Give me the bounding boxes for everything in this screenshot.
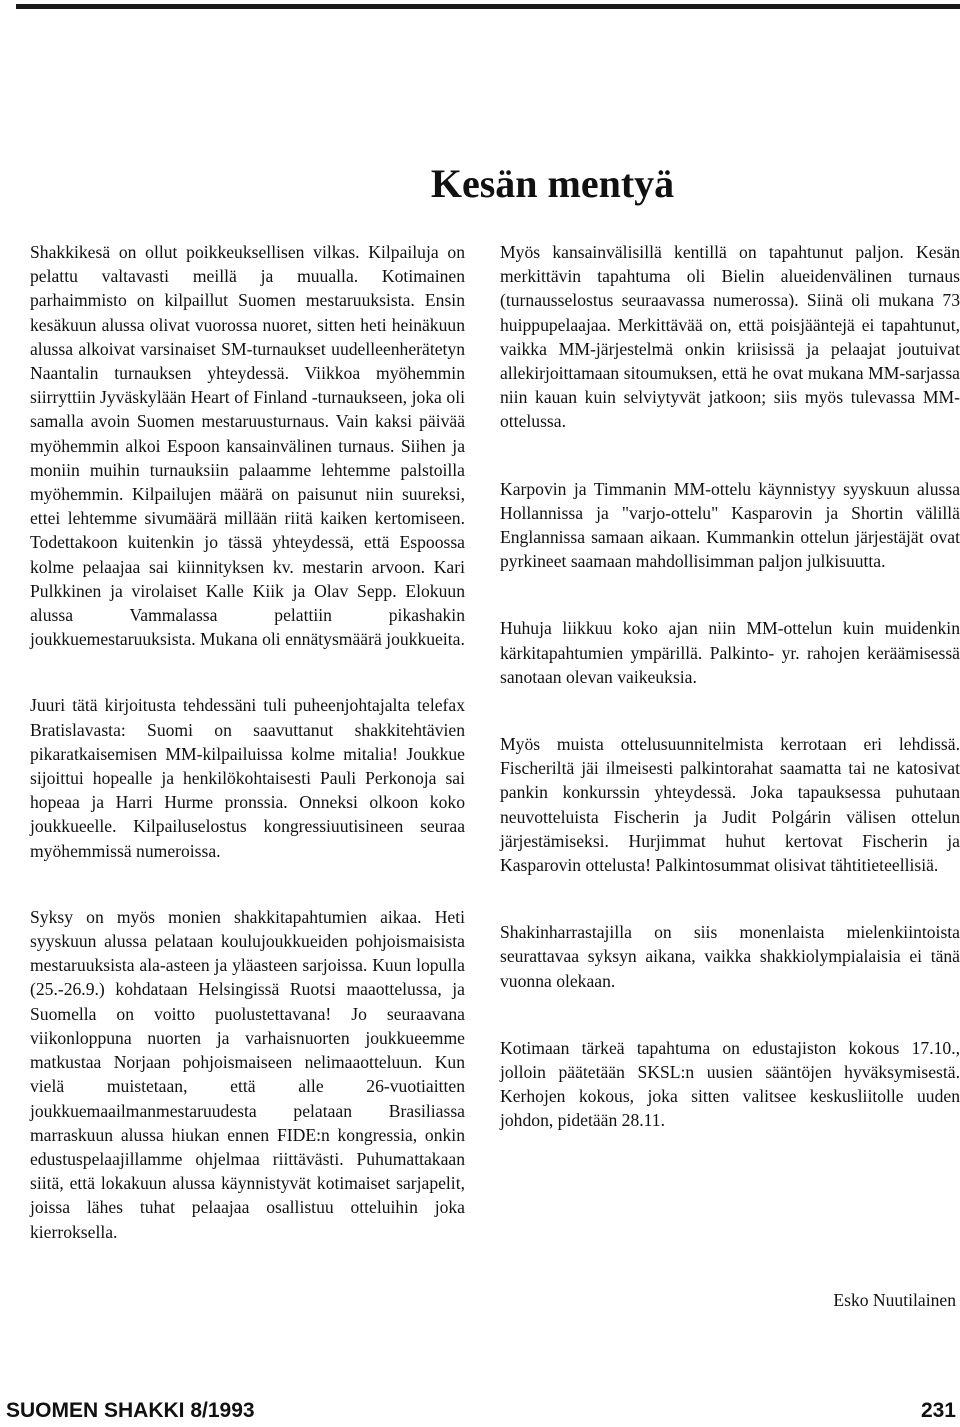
right-column xyxy=(500,240,960,1133)
footer-publication: SUOMEN SHAKKI 8/1993 xyxy=(6,1399,255,1422)
paragraph: Syksy on myös monien shakkitapahtumien aikaa. Heti syyskuun alussa pelataan koulujoukkueiden pohjoismaisista mestaruuksista ala-asteen ja yläasteen sarjoissa. Kuun lopulla (25.-26.9.) kohdataan Helsingissä Ruotsi maaottelussa, ja Suomella on voitto puolustettavana! Jo seuraavana viikonloppuna nuorten ja varhaisnuorten joukkueemme matkustaa Norjaan pohjoismaiseen nelimaaotteluun. Kun vielä muistetaan, että alle 26-vuotiaitten joukkuemaailmanmestaruudesta pelataan Brasiliassa marraskuun alussa hiukan ennen FIDE:n kongressia, onkin edustuspelaajillamme ohjelmaa riittävästi. Puhumattakaan siitä, että lokakuun alussa käynnistyvät kotimaiset sarjapelit, joissa lähes tuhat pelaajaa osallistuu otteluihin joka kierroksella. xyxy=(30,906,465,1242)
left-column xyxy=(30,240,465,1244)
footer-page-number: 231 xyxy=(920,1399,956,1422)
paragraph: Juuri tätä kirjoitusta tehdessäni tuli puheenjohtajalta telefax Bratislavasta: Suomi on saavuttanut shakkitehtävien pikaratkaisemisen MM-kilpailuissa kolme mitalia! Joukkue sijoittui hopealle ja henkilökohtaisesti Pauli Perkonoja sai hopeaa ja Harri Hurme pronssia. Onneksi olkoon koko joukkueelle. Kilpailuselostus kongressiuutisineen seuraa myöhemmissä numeroissa. xyxy=(30,695,465,861)
paragraph: Huhuja liikkuu koko ajan niin MM-ottelun kuin muidenkin kärkitapahtumien ympärillä. Palkinto- yr. rahojen keräämisessä sanotaan olevan vaikeuksia. xyxy=(500,618,960,687)
article-title: Kesän mentyä xyxy=(430,161,675,206)
paragraph: Karpovin ja Timmanin MM-ottelu käynnistyy syyskuun alussa Hollannissa ja "varjo-ottelu" Kasparovin ja Shortin välillä Englannissa samaan aikaan. Kummankin ottelun järjestäjät ovat pyrkineet saamaan mahdollisimman paljon julkisuutta. xyxy=(500,478,960,572)
author-signature: Esko Nuutilainen xyxy=(833,1290,956,1310)
paragraph: Shakinharrastajilla on siis monenlaista mielenkiintoista seurattavaa syksyn aikana, vaikka shakkiolympialaisia ei tänä vuonna olekaan. xyxy=(500,922,960,991)
paragraph: Myös kansainvälisillä kentillä on tapahtunut paljon. Kesän merkittävin tapahtuma oli Bielin alueidenvälinen turnaus (turnausselostus seuraavassa numerossa). Siinä oli mukana 73 huippupelaajaa. Merkittävää on, että poisjääntejä ei tapahtunut, vaikka MM-järjestelmä onkin kriisissä ja pelaajat joutuivat allekirjoittamaan sitoumuksen, että he ovat mukana MM-sarjassa niin kauan kuin selviytyvät jatkoon; siis myös tulevassa MM-ottelussa. xyxy=(500,242,960,432)
paragraph: Myös muista ottelusuunnitelmista kerrotaan eri lehdissä. Fischeriltä jäi ilmeisesti palkintorahat saamatta tai ne katosivat pankin konkurssin yhteydessä. Joka tapauksessa puhutaan neuvotteluista Fischerin ja Judit Polgárin välisen ottelun järjestämiseksi. Hurjimmat huhut kertovat Fischerin ja Kasparovin ottelusta! Palkintosummat olisivat tähtitieteellisiä. xyxy=(500,734,960,876)
top-rule xyxy=(16,4,960,9)
paragraph: Kotimaan tärkeä tapahtuma on edustajiston kokous 17.10., jolloin päätetään SKSL:n uusien sääntöjen hyväksymisestä. Kerhojen kokous, joka sitten valitsee keskusliitolle uuden johdon, pidetään 28.11. xyxy=(500,1037,960,1131)
paragraph: Shakkikesä on ollut poikkeuksellisen vilkas. Kilpailuja on pelattu valtavasti meillä ja muualla. Kotimainen parhaimmisto on kilpaillut Suomen mestaruuksista. Ensin kesäkuun alussa olivat vuorossa nuoret, sitten heti heinäkuun alussa alkoivat varsinaiset SM-turnaukset uudelleenherätetyn Naantalin turnauksen yhteydessä. Viikkoa myöhemmin siirryttiin Jyväskylään Heart of Finland -turnaukseen, joka oli samalla avoin Suomen mestaruusturnaus. Vain kaksi päivää myöhemmin alkoi Espoon kansainvälinen turnaus. Siihen ja moniin muihin turnauksiin palaamme lehtemme palstoilla myöhemmin. Kilpailujen määrä on paisunut niin suureksi, ettei lehtemme sivumäärä millään riitä kaiken kertomiseen. Todettakoon kuitenkin jo tässä yhteydessä, että Espoossa kolme pelaajaa sai kiinnityksen kv. mestarin arvoon. Kari Pulkkinen ja virolaiset Kalle Kiik ja Olav Sepp. Elokuun alussa Vammalassa pelattiin pikashakin joukkuemestaruuksista. Mukana oli ennätysmäärä joukkueita. xyxy=(30,242,465,650)
